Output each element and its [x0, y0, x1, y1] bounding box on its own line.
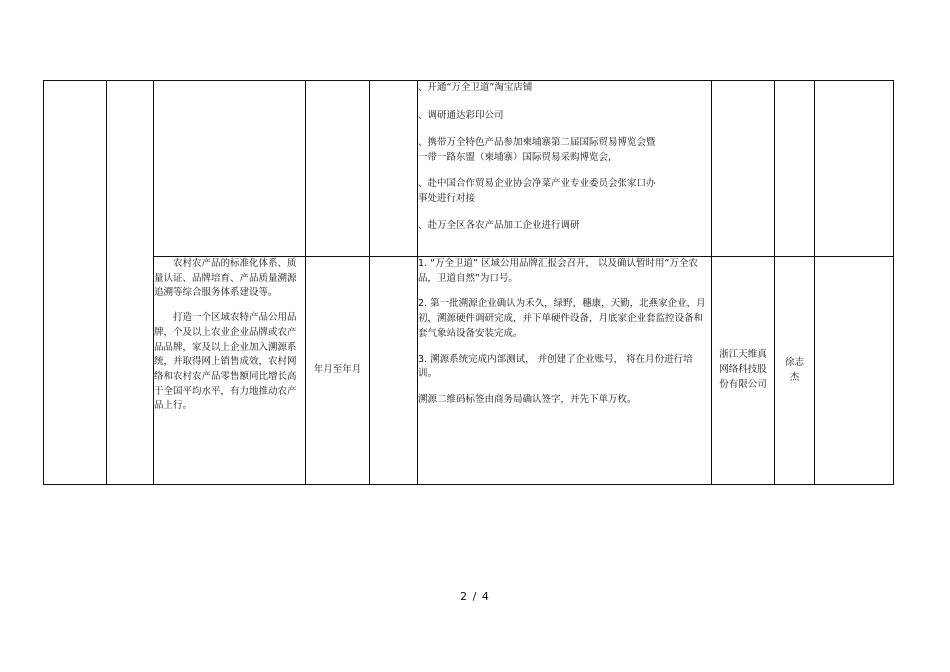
blank-cell: [370, 81, 418, 257]
blank-cell: [370, 257, 418, 485]
work-plan-table: [43, 80, 894, 485]
remark-cell: [815, 257, 894, 485]
person-text: 徐志杰: [784, 356, 804, 383]
time-cell: [306, 257, 370, 485]
progress-item: 溯源二维码标签由商务局确认签字，并先下单万枚。: [418, 394, 637, 406]
progress-item: 、赴万全区各农产品加工企业进行调研: [418, 220, 580, 232]
task-paragraph: 农村农产品的标准化体系、质量认证、品牌培育、产品质量溯源追溯等综合服务体系建设等。: [154, 258, 297, 299]
unit-text: 浙江天维真网络科技股份有限公司: [719, 349, 767, 390]
progress-item: 、调研通达彩印公司: [418, 109, 504, 121]
task-cell: [154, 81, 306, 257]
table-row: [44, 257, 894, 485]
progress-item: 2. 第一批溯源企业确认为禾久，绿野，穗康，天勤，北燕家企业，月初，溯源硬件调研完成，并下单硬件设备，月底家企业套监控设备和套气象站设备安装完成。: [418, 298, 706, 339]
progress-cell: [418, 257, 712, 485]
unit-cell: [712, 257, 775, 485]
progress-item: 1. “万全卫道” 区域公用品牌汇报会召开， 以及确认暂时用“万全农品，卫道自然”为口号。: [418, 258, 698, 284]
progress-item: 3. 溯源系统完成内部测试， 并创建了企业账号， 将在月份进行培训。: [418, 353, 693, 380]
person-cell: [775, 81, 815, 257]
time-text: 年月至年月: [313, 364, 362, 376]
time-cell: [306, 81, 370, 257]
remark-cell: [815, 81, 894, 257]
page-number: 2 / 4: [460, 590, 490, 603]
progress-item: 、开通“万全卫道”淘宝店铺: [418, 82, 533, 93]
progress-item: 、携带万全特色产品参加柬埔寨第二届国际贸易博览会暨 一带一路东盟（柬埔寨）国际贸易采购博览会,: [418, 137, 656, 164]
progress-item: 、赴中国合作贸易企业协会净菜产业专业委员会张家口办 事处进行对接: [418, 177, 656, 204]
task-cell: [154, 257, 306, 485]
category-cell: [44, 81, 107, 485]
table-row: [44, 81, 894, 257]
task-paragraph: 打造一个区域农特产品公用品牌，个及以上农业企业品牌或农产品品牌，家及以上企业加入溯源系统，并取得网上销售成效，农村网络和农村农产品零售额同比增长高于全国平均水平，有力地推动农产品上行。: [154, 312, 297, 412]
subcategory-cell: [107, 81, 154, 485]
unit-cell: [712, 81, 775, 257]
progress-cell: [418, 81, 712, 257]
person-cell: [775, 257, 815, 485]
